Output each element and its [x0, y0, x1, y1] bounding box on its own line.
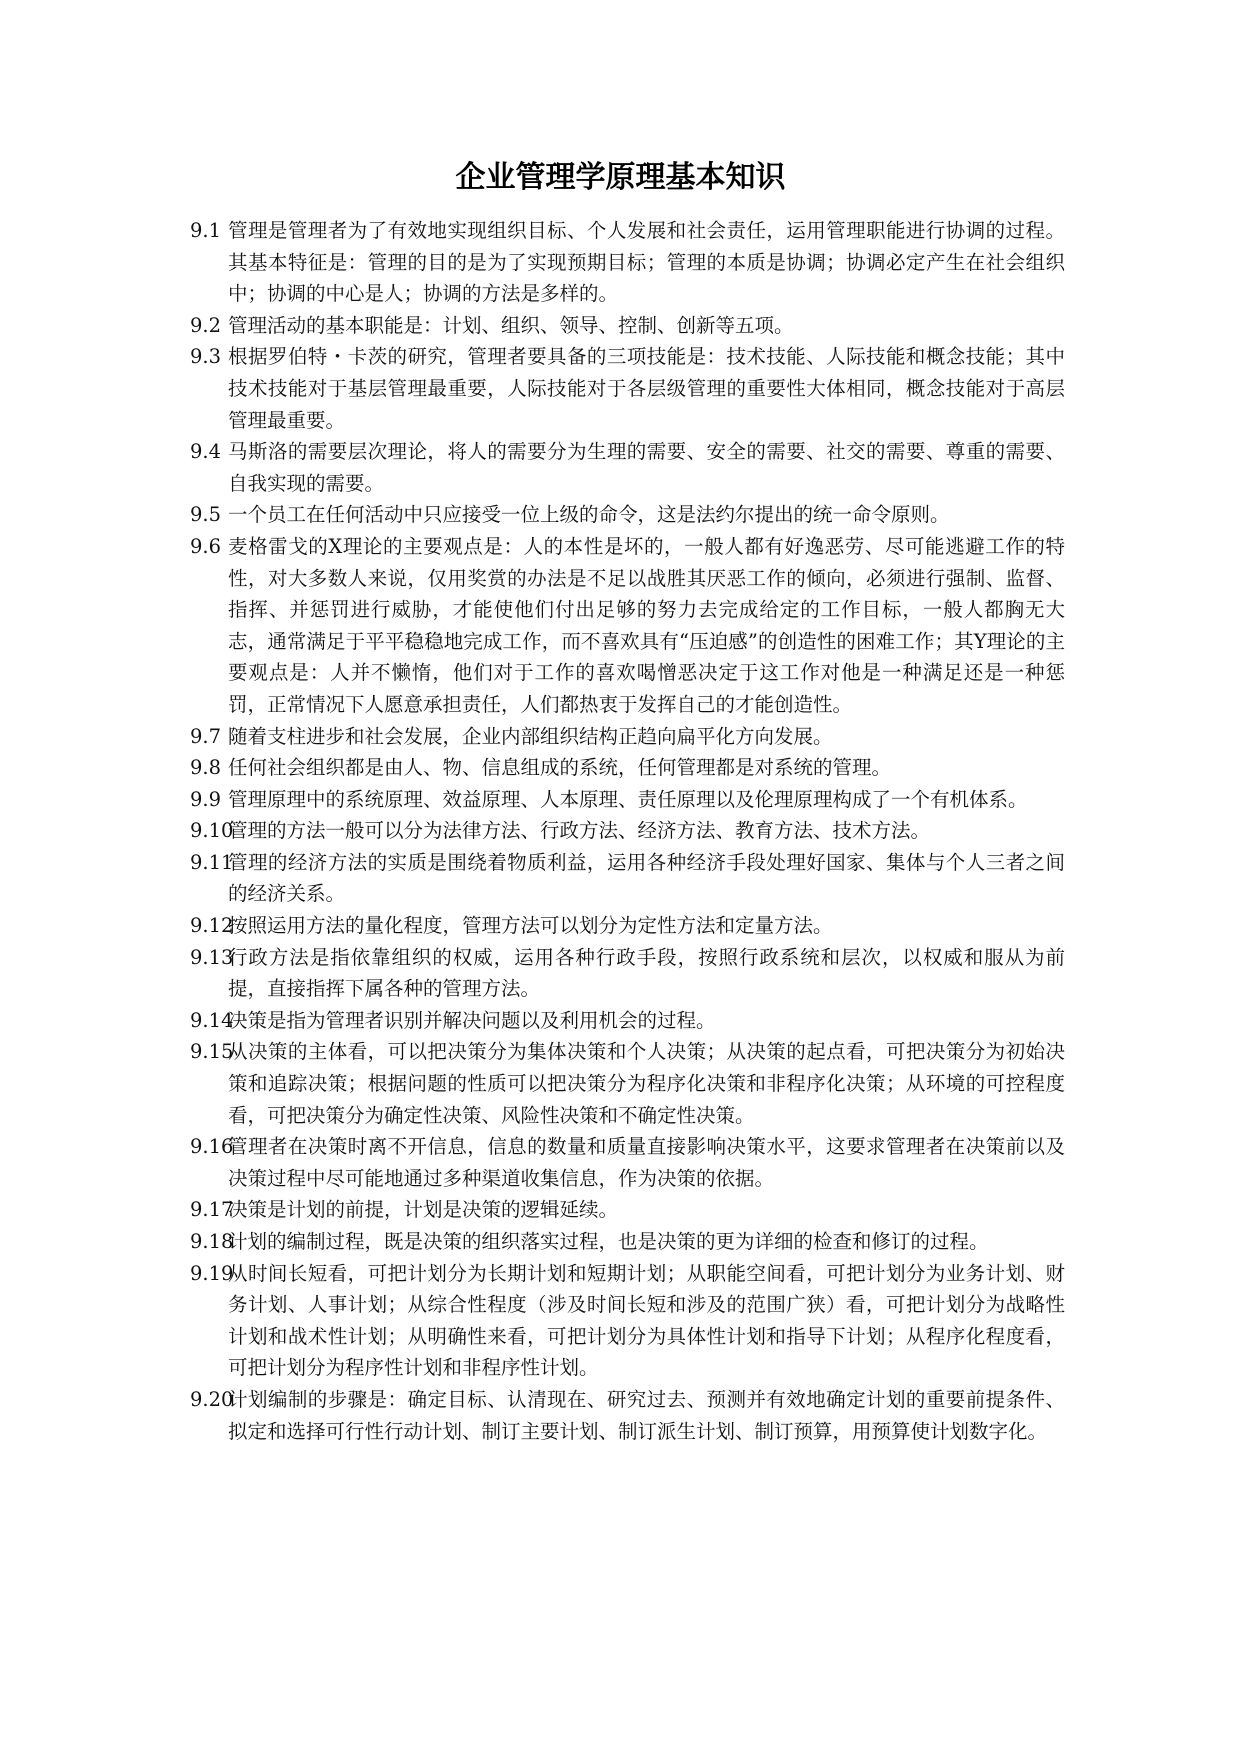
knowledge-item — [190, 499, 1065, 531]
item-text: 管理的方法一般可以分为法律方法、行政方法、经济方法、教育方法、技术方法。 — [228, 819, 931, 843]
item-number: 9.16 — [190, 1135, 234, 1159]
item-number: 9.8 — [190, 756, 222, 780]
knowledge-item — [190, 1131, 1065, 1194]
item-number: 9.3 — [190, 345, 222, 369]
item-number: 9.1 — [190, 219, 222, 242]
item-number: 9.13 — [190, 945, 234, 969]
knowledge-item — [190, 910, 1065, 942]
item-text: 一个员工在任何活动中只应接受一位上级的命令，这是法约尔提出的统一命令原则。 — [228, 503, 950, 527]
item-text: 管理者在决策时离不开信息，信息的数量和质量直接影响决策水平，这要求管理者在决策前以及决策过程中尽可能地通过多种渠道收集信息，作为决策的依据。 — [228, 1135, 1065, 1190]
item-number: 9.11 — [190, 850, 234, 874]
knowledge-item — [190, 752, 1065, 784]
item-text: 任何社会组织都是由人、物、信息组成的系统，任何管理都是对系统的管理。 — [228, 756, 892, 780]
item-text: 随着支柱进步和社会发展，企业内部组织结构正趋向扁平化方向发展。 — [228, 724, 833, 748]
item-number: 9.14 — [190, 1008, 234, 1032]
knowledge-item — [190, 531, 1065, 721]
knowledge-item — [190, 341, 1065, 436]
item-number: 9.7 — [190, 724, 222, 748]
item-number: 9.10 — [190, 819, 234, 843]
item-text: 决策是指为管理者识别并解决问题以及利用机会的过程。 — [228, 1008, 716, 1032]
item-text: 从时间长短看，可把计划分为长期计划和短期计划；从职能空间看，可把计划分为业务计划、财务计划、人事计划；从综合性程度（涉及时间长短和涉及的范围广狭）看，可把计划分为战略性计划和战术性计划；从明确性来看，可把计划分为具体性计划和指导下计划；从程序化程度看，可把计划分为程序性计划和非程序性计划。 — [228, 1261, 1065, 1380]
item-text: 管理活动的基本职能是：计划、组织、领导、控制、创新等五项。 — [228, 313, 794, 337]
item-number: 9.4 — [190, 440, 222, 464]
knowledge-item — [190, 942, 1065, 1005]
item-number: 9.19 — [190, 1261, 234, 1285]
item-text: 根据罗伯特・卡茨的研究，管理者要具备的三项技能是：技术技能、人际技能和概念技能；其中技术技能对于基层管理最重要，人际技能对于各层级管理的重要性大体相同，概念技能对于高层管理最重要。 — [228, 345, 1065, 432]
knowledge-item — [190, 1258, 1065, 1384]
knowledge-item — [190, 310, 1065, 342]
item-text: 管理原理中的系统原理、效益原理、人本原理、责任原理以及伦理原理构成了一个有机体系。 — [228, 787, 1028, 811]
document-title: 企业管理学原理基本知识 — [455, 160, 786, 195]
item-number: 9.18 — [190, 1230, 234, 1253]
knowledge-item — [190, 436, 1065, 499]
item-number: 9.6 — [190, 534, 222, 558]
item-number: 9.12 — [190, 914, 234, 938]
knowledge-item — [190, 784, 1065, 816]
knowledge-item-list — [190, 215, 1065, 1447]
knowledge-item — [190, 1384, 1065, 1447]
item-number: 9.9 — [190, 787, 222, 811]
item-text: 计划编制的步骤是：确定目标、认清现在、研究过去、预测并有效地确定计划的重要前提条件、拟定和选择可行性行动计划、制订主要计划、制订派生计划、制订预算，用预算使计划数字化。 — [228, 1387, 1065, 1443]
item-number: 9.20 — [190, 1387, 234, 1411]
item-number: 9.15 — [190, 1040, 234, 1064]
item-number: 9.2 — [190, 313, 222, 337]
item-text: 计划的编制过程，既是决策的组织落实过程，也是决策的更为详细的检查和修订的过程。 — [228, 1230, 989, 1253]
item-text: 从决策的主体看，可以把决策分为集体决策和个人决策；从决策的起点看，可把决策分为初始决策和追踪决策；根据问题的性质可以把决策分为程序化决策和非程序化决策；从环境的可控程度看，可把决策分为确定性决策、风险性决策和不确定性决策。 — [228, 1040, 1065, 1127]
item-number: 9.5 — [190, 503, 222, 527]
knowledge-item — [190, 721, 1065, 753]
item-text: 行政方法是指依靠组织的权威，运用各种行政手段，按照行政系统和层次，以权威和服从为前提，直接指挥下属各种的管理方法。 — [228, 945, 1065, 1001]
item-text: 麦格雷戈的X理论的主要观点是：人的本性是坏的，一般人都有好逸恶劳、尽可能逃避工作的特性，对大多数人来说，仅用奖赏的办法是不足以战胜其厌恶工作的倾向，必须进行强制、监督、指挥、并惩罚进行威胁，才能使他们付出足够的努力去完成给定的工作目标，一般人都胸无大志，通常满足于平平稳稳地完成工作，而不喜欢具有“压迫感”的创造性的困难工作；其Y理论的主要观点是：人并不懒惰，他们对于工作的喜欢喝憎恶决定于这工作对他是一种满足还是一种惩罚，正常情况下人愿意承担责任，人们都热衷于发挥自己的才能创造性。 — [228, 534, 1065, 716]
item-text: 管理的经济方法的实质是围绕着物质利益，运用各种经济手段处理好国家、集体与个人三者之间的经济关系。 — [228, 850, 1065, 906]
knowledge-item — [190, 815, 1065, 847]
item-text: 管理是管理者为了有效地实现组织目标、个人发展和社会责任，运用管理职能进行协调的过程。其基本特征是：管理的目的是为了实现预期目标；管理的本质是协调；协调必定产生在社会组织中；协调的中心是人；协调的方法是多样的。 — [228, 219, 1065, 306]
item-number: 9.17 — [190, 1198, 234, 1222]
knowledge-item — [190, 847, 1065, 910]
item-text: 按照运用方法的量化程度，管理方法可以划分为定性方法和定量方法。 — [228, 914, 833, 938]
knowledge-item — [190, 215, 1065, 310]
knowledge-item — [190, 1226, 1065, 1258]
knowledge-item — [190, 1036, 1065, 1131]
knowledge-item — [190, 1005, 1065, 1037]
item-text: 马斯洛的需要层次理论，将人的需要分为生理的需要、安全的需要、社交的需要、尊重的需要、自我实现的需要。 — [228, 440, 1065, 495]
item-text: 决策是计划的前提，计划是决策的逻辑延续。 — [228, 1198, 619, 1222]
knowledge-item — [190, 1194, 1065, 1226]
